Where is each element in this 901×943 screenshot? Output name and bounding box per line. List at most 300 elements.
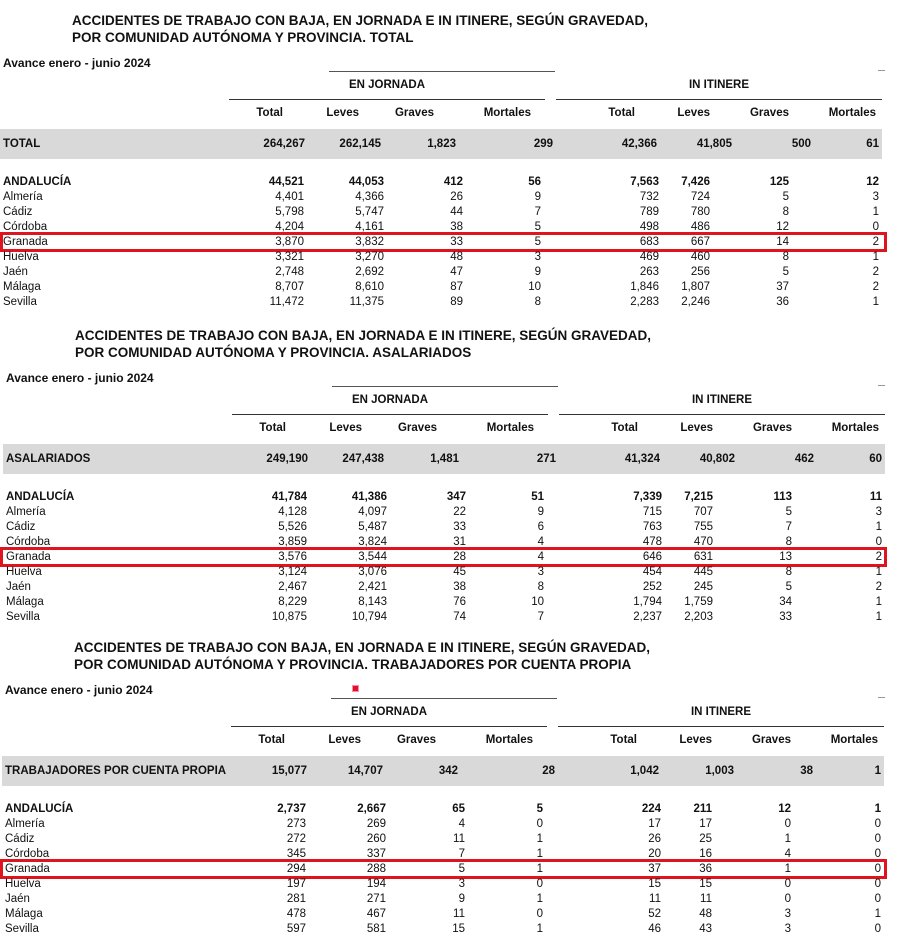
province-label: Málaga — [6, 596, 44, 608]
table-cell: 281 — [286, 893, 306, 905]
table-cell: 1 — [536, 848, 543, 860]
table-cell: 41,386 — [351, 491, 387, 503]
table-cell: 1,807 — [681, 281, 710, 293]
table-cell: 33 — [779, 611, 792, 623]
table-cell: 1 — [875, 521, 882, 533]
table-cell: 7 — [785, 521, 792, 533]
table-cell: 2,737 — [277, 803, 306, 815]
table-cell: 5 — [458, 863, 465, 875]
column-header: Graves — [397, 422, 437, 434]
table-cell: 1,794 — [633, 596, 662, 608]
table-cell: 763 — [642, 521, 662, 533]
table-cell: 7 — [537, 611, 544, 623]
province-label: Sevilla — [6, 611, 40, 623]
table-cell: 3,270 — [355, 251, 384, 263]
table-cell: 732 — [639, 191, 659, 203]
table-cell: 2,246 — [681, 296, 710, 308]
table-cell: 445 — [693, 566, 713, 578]
corner-mark — [878, 385, 885, 386]
table-cell: 48 — [450, 251, 463, 263]
group-rule-jornada — [229, 99, 545, 100]
table-cell: 4,204 — [275, 221, 304, 233]
table-cell: 2 — [875, 581, 882, 593]
group-header-itinere: IN ITINERE — [690, 706, 752, 718]
table-cell: 8,143 — [358, 596, 387, 608]
group-header-jornada: EN JORNADA — [348, 79, 426, 91]
province-label: Huelva — [6, 566, 42, 578]
table-cell: 1 — [536, 923, 543, 935]
table-cell: 707 — [693, 506, 713, 518]
table-cell: 11,472 — [269, 296, 304, 308]
table-cell: 0 — [874, 863, 881, 875]
table-cell: 780 — [690, 206, 710, 218]
table-cell: 337 — [366, 848, 386, 860]
table-cell: 7,563 — [630, 176, 659, 188]
table-cell: 48 — [699, 908, 712, 920]
table-cell: 4,128 — [278, 506, 307, 518]
table-cell: 13 — [779, 551, 792, 563]
total-row-label: TOTAL — [3, 138, 41, 150]
table-cell: 5 — [785, 506, 792, 518]
table-cell: 12 — [776, 221, 789, 233]
total-row-value: 271 — [536, 453, 556, 465]
group-header-jornada: EN JORNADA — [351, 394, 429, 406]
column-header: Graves — [396, 734, 436, 746]
table-cell: 47 — [450, 266, 463, 278]
table-cell: 1 — [784, 833, 791, 845]
table-cell: 0 — [875, 536, 882, 548]
province-label: Almería — [5, 818, 45, 830]
table-cell: 6 — [537, 521, 544, 533]
column-header: Graves — [749, 107, 789, 119]
table-cell: 11 — [869, 491, 882, 503]
table-cell: 33 — [453, 521, 466, 533]
table-cell: 294 — [286, 863, 306, 875]
table-cell: 2,283 — [630, 296, 659, 308]
table-cell: 25 — [699, 833, 712, 845]
table-cell: 76 — [453, 596, 466, 608]
table-cell: 4 — [458, 818, 465, 830]
table-cell: 0 — [536, 818, 543, 830]
column-header: Total — [258, 734, 285, 746]
total-row-value: 500 — [791, 138, 811, 150]
table-cell: 44,053 — [348, 176, 384, 188]
table-cell: 2,748 — [275, 266, 304, 278]
table-cell: 3 — [784, 923, 791, 935]
table-cell: 8 — [785, 566, 792, 578]
total-row-value: 264,267 — [263, 138, 305, 150]
province-label: Cádiz — [3, 206, 33, 218]
table-cell: 11,375 — [349, 296, 384, 308]
table-cell: 0 — [784, 818, 791, 830]
table-cell: 9 — [534, 266, 541, 278]
table-cell: 3,321 — [275, 251, 304, 263]
table-cell: 4 — [537, 551, 544, 563]
table-cell: 5 — [536, 803, 543, 815]
group-top-rule — [332, 386, 558, 387]
table-cell: 15 — [452, 923, 465, 935]
table-cell: 0 — [874, 818, 881, 830]
table-cell: 3,076 — [358, 566, 387, 578]
province-label: Almería — [3, 191, 43, 203]
group-rule-jornada — [232, 414, 548, 415]
table-cell: 44,521 — [268, 176, 304, 188]
total-row-value: 262,145 — [339, 138, 381, 150]
total-row-label: ASALARIADOS — [6, 453, 91, 465]
table-cell: 37 — [776, 281, 789, 293]
table-cell: 1 — [875, 611, 882, 623]
group-header-jornada: EN JORNADA — [350, 706, 428, 718]
table-cell: 0 — [872, 221, 879, 233]
province-label: Jaén — [6, 581, 31, 593]
table-title-line1: ACCIDENTES DE TRABAJO CON BAJA, EN JORNADA E IN ITINERE, SEGÚN GRAVEDAD, — [74, 640, 651, 655]
table-cell: 22 — [453, 506, 466, 518]
table-cell: 20 — [648, 848, 661, 860]
table-cell: 65 — [452, 803, 465, 815]
region-label: ANDALUCÍA — [6, 491, 75, 503]
table-cell: 1 — [872, 296, 879, 308]
table-cell: 10 — [531, 596, 544, 608]
province-label: Málaga — [5, 908, 43, 920]
table-cell: 33 — [450, 236, 463, 248]
table-cell: 1 — [536, 893, 543, 905]
table-cell: 667 — [690, 236, 710, 248]
table-cell: 1 — [784, 863, 791, 875]
table-cell: 194 — [366, 878, 386, 890]
small-marker — [352, 685, 359, 692]
table-cell: 3 — [458, 878, 465, 890]
table-cell: 715 — [642, 506, 662, 518]
table-title-line2: POR COMUNIDAD AUTÓNOMA Y PROVINCIA. TOTAL — [72, 30, 414, 45]
table-cell: 5 — [534, 236, 541, 248]
table-cell: 4,097 — [358, 506, 387, 518]
table-cell: 8 — [782, 206, 789, 218]
table-cell: 89 — [450, 296, 463, 308]
table-cell: 16 — [699, 848, 712, 860]
table-cell: 5 — [534, 221, 541, 233]
table-cell: 3,576 — [278, 551, 307, 563]
table-cell: 34 — [779, 596, 792, 608]
table-cell: 498 — [639, 221, 659, 233]
table-cell: 3,870 — [275, 236, 304, 248]
table-cell: 10,875 — [271, 611, 307, 623]
column-header: Leves — [326, 107, 359, 119]
group-rule-itinere — [556, 99, 882, 100]
table-cell: 646 — [642, 551, 662, 563]
table-cell: 31 — [453, 536, 466, 548]
table-cell: 467 — [366, 908, 386, 920]
table-cell: 0 — [874, 923, 881, 935]
column-header: Mortales — [831, 422, 879, 434]
table-cell: 469 — [639, 251, 659, 263]
table-cell: 26 — [648, 833, 661, 845]
table-cell: 5 — [785, 581, 792, 593]
table-cell: 2,667 — [357, 803, 386, 815]
table-cell: 26 — [450, 191, 463, 203]
total-row-value: 1,481 — [430, 453, 459, 465]
table-cell: 5 — [782, 266, 789, 278]
table-cell: 1 — [872, 206, 879, 218]
group-top-rule — [331, 698, 557, 699]
table-title-line1: ACCIDENTES DE TRABAJO CON BAJA, EN JORNADA E IN ITINERE, SEGÚN GRAVEDAD, — [72, 13, 649, 28]
group-header-itinere: IN ITINERE — [691, 394, 753, 406]
table-cell: 269 — [366, 818, 386, 830]
table-cell: 5,747 — [355, 206, 384, 218]
table-cell: 2 — [872, 281, 879, 293]
table-cell: 125 — [769, 176, 789, 188]
table-cell: 197 — [286, 878, 306, 890]
column-header: Graves — [751, 734, 791, 746]
table-cell: 1 — [875, 566, 882, 578]
table-cell: 10 — [528, 281, 541, 293]
table-cell: 9 — [458, 893, 465, 905]
table-cell: 2 — [875, 551, 882, 563]
column-header: Mortales — [485, 734, 533, 746]
table-cell: 1 — [874, 803, 881, 815]
table-cell: 5,526 — [278, 521, 307, 533]
table-cell: 74 — [453, 611, 466, 623]
table-cell: 38 — [453, 581, 466, 593]
table-title-line1: ACCIDENTES DE TRABAJO CON BAJA, EN JORNADA E IN ITINERE, SEGÚN GRAVEDAD, — [75, 328, 652, 343]
table-cell: 11 — [700, 893, 712, 905]
table-cell: 8 — [534, 296, 541, 308]
table-cell: 272 — [286, 833, 306, 845]
table-section — [0, 315, 901, 627]
table-cell: 8,707 — [275, 281, 304, 293]
period-subtitle: Avance enero - junio 2024 — [3, 56, 151, 70]
group-rule-itinere — [558, 726, 884, 727]
province-label: Granada — [6, 551, 51, 563]
table-cell: 2,237 — [633, 611, 662, 623]
table-cell: 1,846 — [630, 281, 659, 293]
column-header: Leves — [680, 422, 713, 434]
total-row-value: 299 — [533, 138, 553, 150]
region-label: ANDALUCÍA — [5, 803, 74, 815]
period-subtitle: Avance enero - junio 2024 — [5, 683, 153, 697]
table-cell: 347 — [446, 491, 466, 503]
table-cell: 38 — [450, 221, 463, 233]
table-cell: 8 — [785, 536, 792, 548]
table-cell: 41,784 — [271, 491, 307, 503]
table-cell: 15 — [699, 878, 712, 890]
total-row-value: 14,707 — [347, 765, 383, 777]
table-cell: 470 — [693, 536, 713, 548]
table-cell: 7,339 — [633, 491, 662, 503]
table-cell: 211 — [693, 803, 712, 815]
table-cell: 52 — [648, 908, 661, 920]
table-cell: 1 — [875, 596, 882, 608]
table-cell: 11 — [649, 893, 661, 905]
column-header: Total — [259, 422, 286, 434]
table-cell: 3 — [875, 506, 882, 518]
table-cell: 43 — [699, 923, 712, 935]
total-row-value: 38 — [800, 765, 813, 777]
column-header: Total — [256, 107, 283, 119]
province-label: Córdoba — [6, 536, 51, 548]
table-cell: 412 — [443, 176, 463, 188]
total-row-value: 1,003 — [705, 765, 734, 777]
table-cell: 486 — [690, 221, 710, 233]
table-cell: 460 — [690, 251, 710, 263]
table-cell: 271 — [366, 893, 386, 905]
table-cell: 28 — [453, 551, 466, 563]
total-row-value: 249,190 — [266, 453, 308, 465]
table-cell: 454 — [642, 566, 662, 578]
table-cell: 3 — [784, 908, 791, 920]
table-cell: 14 — [776, 236, 789, 248]
table-cell: 0 — [874, 893, 881, 905]
table-cell: 8,610 — [355, 281, 384, 293]
highlight-box — [0, 547, 887, 567]
table-cell: 15 — [648, 878, 661, 890]
table-cell: 9 — [537, 506, 544, 518]
table-cell: 0 — [874, 878, 881, 890]
table-cell: 11 — [453, 908, 465, 920]
table-cell: 44 — [450, 206, 463, 218]
table-cell: 3 — [537, 566, 544, 578]
column-header: Leves — [329, 422, 362, 434]
table-cell: 4,366 — [355, 191, 384, 203]
table-cell: 1 — [536, 863, 543, 875]
total-row-value: 41,324 — [624, 453, 660, 465]
total-row-value: 1 — [874, 765, 881, 777]
table-cell: 2,692 — [355, 266, 384, 278]
total-row-value: 342 — [438, 765, 458, 777]
table-cell: 12 — [866, 176, 879, 188]
table-cell: 2 — [872, 266, 879, 278]
table-cell: 8,229 — [278, 596, 307, 608]
province-label: Sevilla — [5, 923, 39, 935]
table-cell: 256 — [690, 266, 710, 278]
table-cell: 36 — [699, 863, 712, 875]
table-cell: 273 — [286, 818, 306, 830]
table-cell: 17 — [648, 818, 661, 830]
column-header: Leves — [677, 107, 710, 119]
province-label: Huelva — [5, 878, 41, 890]
table-cell: 3,824 — [358, 536, 387, 548]
total-row-label: TRABAJADORES POR CUENTA PROPIA — [5, 765, 227, 777]
province-label: Málaga — [3, 281, 41, 293]
table-cell: 7,426 — [681, 176, 710, 188]
column-header: Graves — [752, 422, 792, 434]
province-label: Sevilla — [3, 296, 37, 308]
table-cell: 36 — [776, 296, 789, 308]
table-cell: 3 — [534, 251, 541, 263]
table-cell: 3,859 — [278, 536, 307, 548]
table-cell: 87 — [450, 281, 463, 293]
table-cell: 17 — [699, 818, 712, 830]
table-cell: 252 — [642, 581, 662, 593]
table-cell: 0 — [536, 908, 543, 920]
total-row-value: 41,805 — [696, 138, 732, 150]
table-cell: 224 — [641, 803, 661, 815]
province-label: Jaén — [3, 266, 28, 278]
province-label: Granada — [3, 236, 48, 248]
total-row-value: 462 — [794, 453, 814, 465]
province-label: Cádiz — [5, 833, 35, 845]
region-label: ANDALUCÍA — [3, 176, 72, 188]
period-subtitle: Avance enero - junio 2024 — [6, 371, 154, 385]
table-cell: 3,124 — [278, 566, 307, 578]
province-label: Granada — [5, 863, 50, 875]
group-rule-itinere — [559, 414, 885, 415]
table-cell: 581 — [366, 923, 386, 935]
column-header: Leves — [328, 734, 361, 746]
column-header: Mortales — [830, 734, 878, 746]
table-cell: 789 — [639, 206, 659, 218]
column-header: Mortales — [828, 107, 876, 119]
table-section — [0, 0, 901, 312]
table-cell: 3 — [872, 191, 879, 203]
table-title-line2: POR COMUNIDAD AUTÓNOMA Y PROVINCIA. ASALARIADOS — [75, 345, 472, 360]
table-cell: 683 — [639, 236, 659, 248]
table-cell: 631 — [693, 551, 713, 563]
table-cell: 288 — [366, 863, 386, 875]
table-cell: 51 — [531, 491, 544, 503]
column-header: Graves — [394, 107, 434, 119]
table-section — [0, 627, 901, 939]
province-label: Almería — [6, 506, 46, 518]
corner-mark — [878, 697, 885, 698]
province-label: Cádiz — [6, 521, 36, 533]
table-cell: 1 — [872, 251, 879, 263]
table-cell: 5,798 — [275, 206, 304, 218]
table-cell: 1 — [874, 908, 881, 920]
table-title-line2: POR COMUNIDAD AUTÓNOMA Y PROVINCIA. TRABAJADORES POR CUENTA PROPIA — [74, 657, 632, 672]
table-cell: 1 — [536, 833, 543, 845]
group-header-itinere: IN ITINERE — [688, 79, 750, 91]
corner-mark — [878, 70, 885, 71]
table-cell: 3,832 — [355, 236, 384, 248]
province-label: Córdoba — [5, 848, 50, 860]
table-cell: 113 — [773, 491, 792, 503]
column-header: Total — [608, 107, 635, 119]
table-cell: 5 — [782, 191, 789, 203]
table-cell: 260 — [366, 833, 386, 845]
table-cell: 4,161 — [355, 221, 384, 233]
table-cell: 2 — [872, 236, 879, 248]
total-row-value: 60 — [869, 453, 882, 465]
table-cell: 2,203 — [684, 611, 713, 623]
table-cell: 0 — [874, 848, 881, 860]
table-cell: 8 — [782, 251, 789, 263]
table-cell: 12 — [778, 803, 791, 815]
highlight-box — [0, 859, 887, 879]
table-cell: 7 — [458, 848, 465, 860]
table-cell: 10,794 — [351, 611, 387, 623]
table-cell: 724 — [690, 191, 710, 203]
table-cell: 56 — [528, 176, 541, 188]
table-cell: 0 — [536, 878, 543, 890]
table-cell: 245 — [693, 581, 713, 593]
column-header: Mortales — [486, 422, 534, 434]
table-cell: 46 — [648, 923, 661, 935]
column-header: Leves — [679, 734, 712, 746]
table-cell: 345 — [286, 848, 306, 860]
total-row-value: 61 — [866, 138, 879, 150]
table-cell: 3,544 — [358, 551, 387, 563]
table-cell: 2,467 — [278, 581, 307, 593]
table-cell: 597 — [286, 923, 306, 935]
table-cell: 37 — [648, 863, 661, 875]
province-label: Córdoba — [3, 221, 48, 233]
table-cell: 7 — [534, 206, 541, 218]
table-cell: 9 — [534, 191, 541, 203]
group-top-rule — [329, 71, 555, 72]
table-cell: 11 — [453, 833, 465, 845]
table-cell: 1,759 — [684, 596, 713, 608]
column-header: Total — [611, 422, 638, 434]
